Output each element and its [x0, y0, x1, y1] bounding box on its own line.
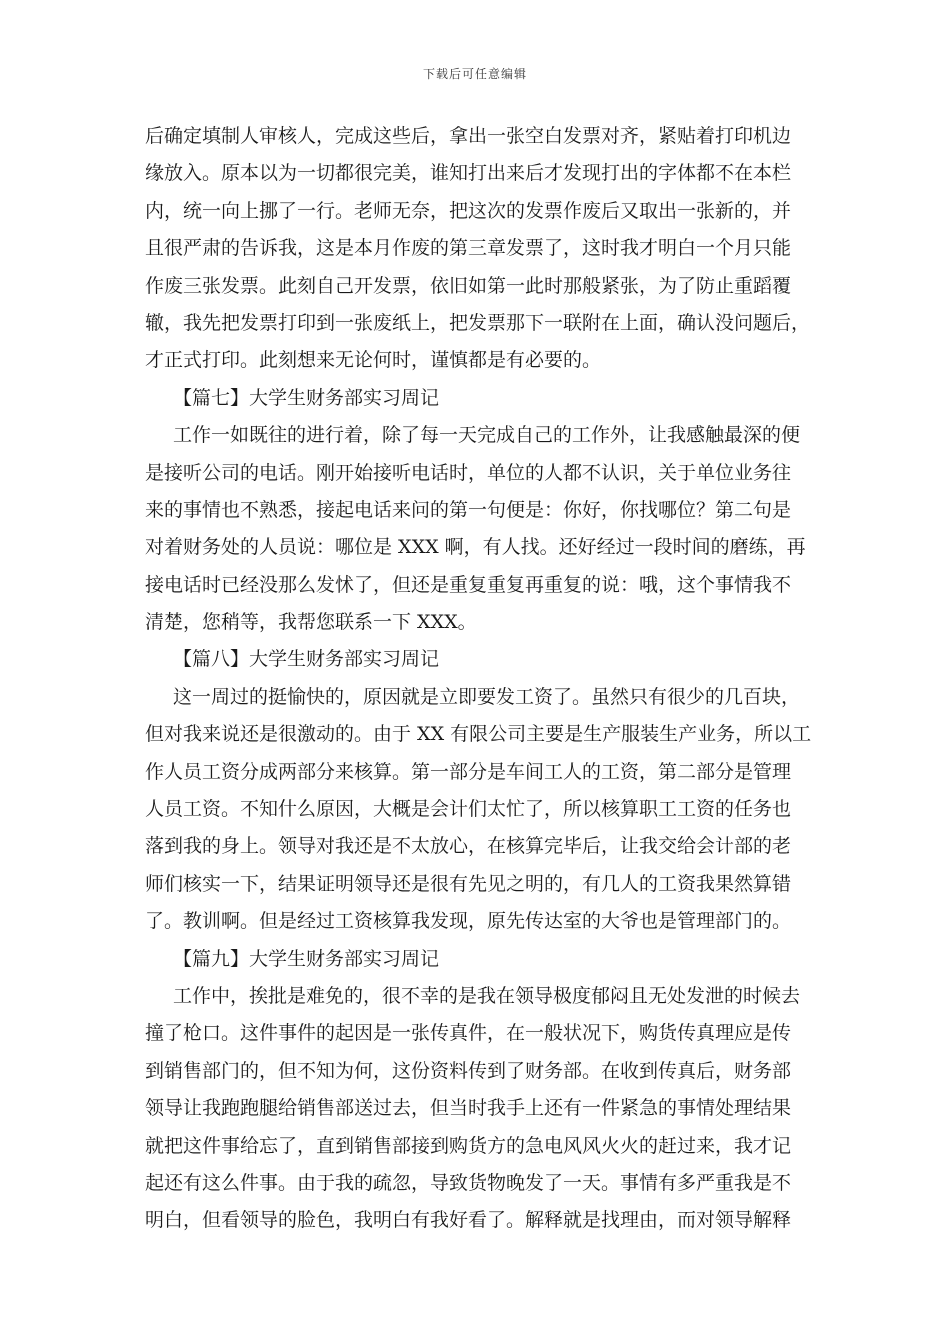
- text-line: 工作中，挨批是难免的，很不幸的是我在领导极度郁闷且无处发泄的时候去: [173, 984, 801, 1007]
- text-line: 撞了枪口。这件事件的起因是一张传真件，在一般状况下，购货传真理应是传: [145, 1022, 792, 1045]
- text-line: 人员工资。不知什么原因，大概是会计们太忙了，所以核算职工工资的任务也: [145, 798, 792, 821]
- section-heading: 【篇八】大学生财务部实习周记: [173, 648, 440, 671]
- text-line: 后确定填制人审核人，完成这些后，拿出一张空白发票对齐，紧贴着打印机边: [145, 125, 792, 147]
- text-line: 清楚，您稍等，我帮您联系一下 XXX。: [145, 611, 477, 634]
- text-line: 作人员工资分成两部分来核算。第一部分是车间工人的工资，第二部分是管理: [145, 760, 792, 783]
- text-line: 领导让我跑跑腿给销售部送过去，但当时我手上还有一件紧急的事情处理结果: [145, 1097, 792, 1120]
- document-body: [145, 118, 817, 1240]
- section-heading: 【篇七】大学生财务部实习周记: [173, 386, 440, 409]
- text-line: 但对我来说还是很激动的。由于 XX 有限公司主要是生产服装生产业务，所以工: [145, 723, 812, 746]
- text-line: 对着财务处的人员说：哪位是 XXX 啊，有人找。还好经过一段时间的磨练，再: [145, 536, 806, 559]
- section-heading: 【篇九】大学生财务部实习周记: [173, 947, 440, 970]
- text-line: 缘放入。原本以为一切都很完美，谁知打出来后才发现打出的字体都不在本栏: [145, 162, 792, 185]
- text-line: 且很严肃的告诉我，这是本月作废的第三章发票了，这时我才明白一个月只能: [145, 237, 792, 260]
- text-line: 师们核实一下，结果证明领导还是很有先见之明的，有几人的工资我果然算错: [145, 872, 792, 895]
- text-line: 工作一如既往的进行着，除了每一天完成自己的工作外，让我感触最深的便: [173, 424, 801, 447]
- text-line: 内，统一向上挪了一行。老师无奈，把这次的发票作废后又取出一张新的，并: [145, 199, 792, 222]
- text-line: 来的事情也不熟悉，接起电话来问的第一句便是：你好，你找哪位？第二句是: [145, 498, 792, 521]
- text-line: 才正式打印。此刻想来无论何时，谨慎都是有必要的。: [145, 349, 602, 372]
- text-line: 落到我的身上。领导对我还是不太放心，在核算完毕后，让我交给会计部的老: [145, 835, 792, 858]
- text-line: 明白，但看领导的脸色，我明白有我好看了。解释就是找理由，而对领导解释: [145, 1209, 792, 1232]
- text-line: 是接听公司的电话。刚开始接听电话时，单位的人都不认识，关于单位业务往: [145, 461, 792, 484]
- text-line: 这一周过的挺愉快的，原因就是立即要发工资了。虽然只有很少的几百块，: [173, 685, 801, 708]
- text-line: 就把这件事给忘了，直到销售部接到购货方的急电风风火火的赶过来，我才记: [145, 1134, 792, 1157]
- text-line: 了。教训啊。但是经过工资核算我发现，原先传达室的大爷也是管理部门的。: [145, 910, 792, 933]
- text-line: 辙，我先把发票打印到一张废纸上，把发票那下一联附在上面，确认没问题后，: [145, 311, 811, 334]
- page-header-note: 下载后可任意编辑: [422, 67, 527, 81]
- text-line: 接电话时已经没那么发怵了，但还是重复重复再重复的说：哦，这个事情我不: [145, 573, 792, 596]
- text-line: 到销售部门的，但不知为何，这份资料传到了财务部。在收到传真后，财务部: [145, 1059, 792, 1082]
- text-line: 作废三张发票。此刻自己开发票，依旧如第一此时那般紧张，为了防止重蹈覆: [145, 274, 792, 297]
- text-line: 起还有这么件事。由于我的疏忽，导致货物晚发了一天。事情有多严重我是不: [145, 1171, 792, 1194]
